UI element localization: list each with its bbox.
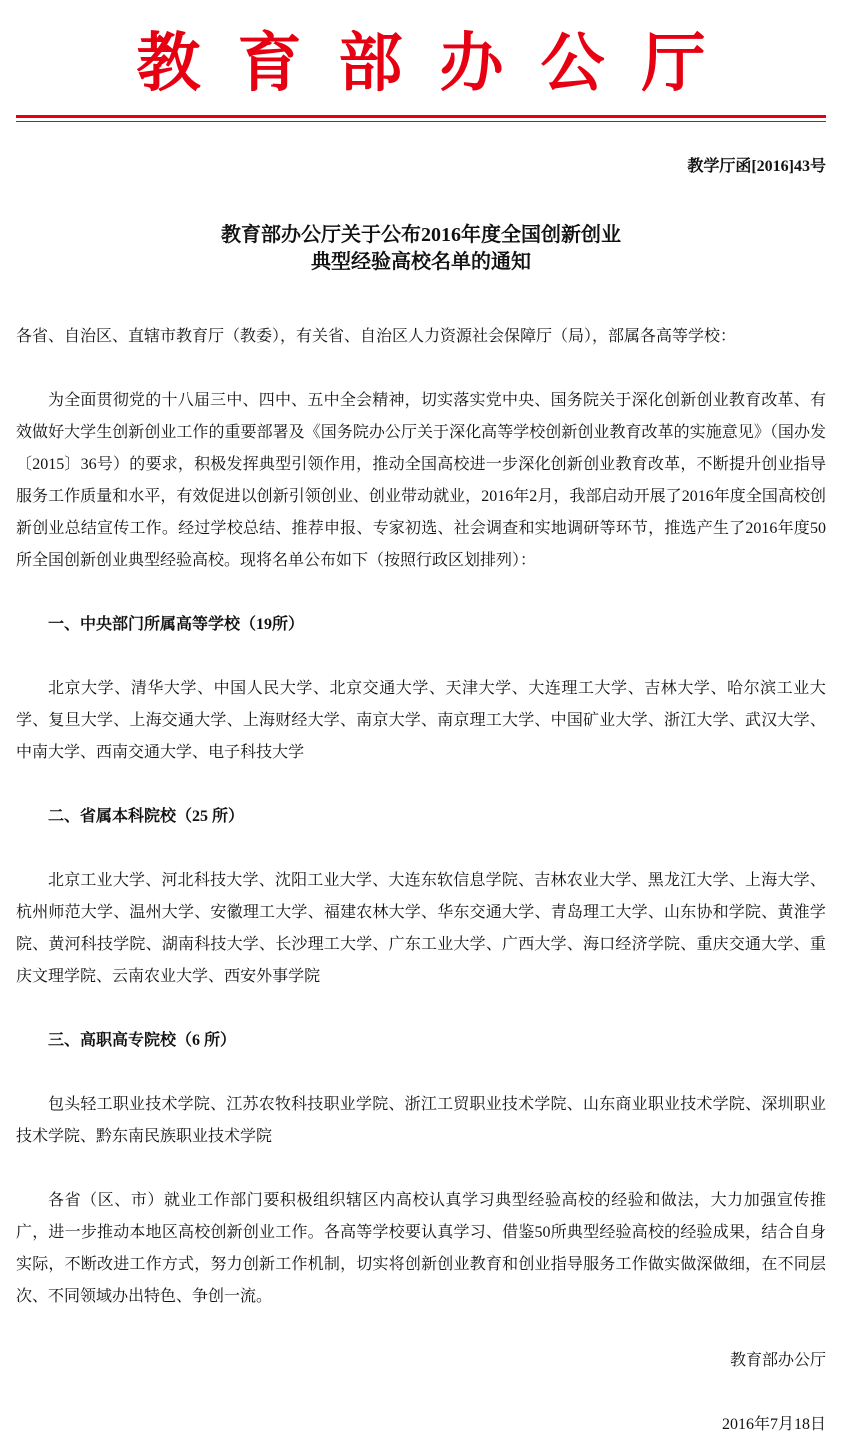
issuer-letterhead: 教育部办公厅	[136, 26, 743, 101]
document-title-line: 典型经验高校名单的通知	[311, 251, 531, 273]
school-name: 清华大学	[130, 680, 198, 697]
school-name: 河北科技大学	[161, 872, 259, 889]
school-name: 长沙理工大学	[275, 936, 373, 953]
school-name: 西安外事学院	[224, 968, 321, 985]
school-name: 北京交通大学	[329, 680, 429, 697]
school-name: 大连理工大学	[528, 680, 628, 697]
school-name: 温州大学	[129, 904, 195, 921]
section-heading-vocational-colleges: 三、高职高专院校（6 所）	[48, 1032, 237, 1049]
school-name: 华东交通大学	[437, 904, 535, 921]
list-separator: 、	[631, 872, 648, 889]
issue-date: 2016年7月18日	[721, 1416, 826, 1433]
list-separator: 、	[307, 904, 324, 921]
school-list-vocational-colleges	[16, 1089, 826, 1153]
school-name: 天津大学	[445, 680, 512, 697]
list-separator: 、	[566, 936, 584, 953]
school-name: 山东商业职业技术学院	[582, 1096, 746, 1113]
school-name: 南京理工大学	[437, 712, 535, 729]
red-header-rule-thick	[16, 115, 826, 118]
official-notice-document	[16, 0, 826, 1451]
school-name: 黄河科技学院	[48, 936, 146, 953]
school-name: 青岛理工大学	[550, 904, 648, 921]
list-separator: 、	[728, 872, 746, 889]
list-separator: 、	[145, 872, 162, 889]
red-header-rule-thin	[16, 121, 826, 122]
section-heading-central-universities: 一、中央部门所属高等学校（19所）	[48, 616, 305, 633]
list-separator: 、	[421, 712, 438, 729]
list-separator: 、	[114, 680, 131, 697]
list-separator: 、	[80, 1128, 97, 1145]
list-separator: 、	[534, 712, 551, 729]
document-number: 教学厅函[2016]43号	[687, 158, 826, 175]
document-title	[16, 222, 826, 276]
list-separator: 、	[761, 904, 778, 921]
school-name: 广西大学	[502, 936, 567, 953]
list-separator: 、	[647, 904, 665, 921]
school-name: 浙江工贸职业技术学院	[404, 1096, 567, 1113]
school-name: 黄淮学院	[16, 904, 826, 953]
list-separator: 、	[145, 936, 162, 953]
list-separator: 、	[208, 968, 225, 985]
school-name: 西南交通大学	[96, 744, 193, 761]
school-list-provincial-universities	[16, 865, 826, 993]
school-name: 湖南科技大学	[161, 936, 260, 953]
school-name: 山东协和学院	[664, 904, 762, 921]
school-name: 武汉大学	[745, 712, 810, 729]
school-name: 重庆交通大学	[696, 936, 794, 953]
school-name: 包头轻工职业技术学院	[48, 1096, 211, 1113]
school-name: 哈尔滨工业大学	[16, 680, 826, 729]
school-name: 北京大学	[48, 680, 115, 697]
list-separator: 、	[566, 1096, 583, 1113]
list-separator: 、	[113, 712, 130, 729]
list-separator: 、	[809, 872, 826, 889]
school-name: 江苏农牧科技职业学院	[226, 1096, 389, 1113]
school-name: 黔东南民族职业技术学院	[96, 1128, 273, 1145]
document-title-line: 教育部办公厅关于公布2016年度全国创新创业	[221, 224, 621, 246]
list-separator: 、	[534, 904, 551, 921]
list-separator: 、	[627, 680, 645, 697]
list-separator: 、	[421, 904, 438, 921]
list-separator: 、	[372, 872, 389, 889]
list-separator: 、	[728, 712, 746, 729]
school-name: 重庆文理学院	[16, 936, 826, 985]
list-separator: 、	[197, 680, 214, 697]
school-list-central-universities	[16, 673, 826, 769]
list-separator: 、	[340, 712, 357, 729]
list-separator: 、	[258, 872, 275, 889]
school-name: 中国矿业大学	[550, 712, 648, 729]
school-name: 福建农林大学	[323, 904, 422, 921]
list-separator: 、	[313, 680, 330, 697]
school-name: 中国人民大学	[213, 680, 313, 697]
school-name: 黑龙江大学	[647, 872, 729, 889]
list-separator: 、	[32, 936, 49, 953]
list-separator: 、	[388, 1096, 405, 1113]
list-separator: 、	[428, 680, 446, 697]
list-separator: 、	[259, 936, 276, 953]
school-name: 上海财经大学	[242, 712, 341, 729]
school-name: 吉林农业大学	[534, 872, 632, 889]
list-separator: 、	[809, 712, 826, 729]
school-name: 杭州师范大学	[16, 904, 114, 921]
list-separator: 、	[32, 712, 49, 729]
school-name: 上海大学	[745, 872, 810, 889]
list-separator: 、	[96, 968, 113, 985]
list-separator: 、	[485, 936, 503, 953]
list-separator: 、	[511, 680, 529, 697]
school-name: 中南大学	[16, 744, 81, 761]
school-name: 大连东软信息学院	[388, 872, 519, 889]
school-name: 海口经济学院	[583, 936, 681, 953]
list-separator: 、	[192, 744, 209, 761]
list-separator: 、	[745, 1096, 762, 1113]
list-separator: 、	[647, 712, 665, 729]
list-separator: 、	[210, 1096, 227, 1113]
school-name: 吉林大学	[644, 680, 711, 697]
school-name: 电子科技大学	[208, 744, 305, 761]
list-separator: 、	[680, 936, 697, 953]
list-separator: 、	[372, 936, 389, 953]
list-separator: 、	[226, 712, 243, 729]
section-heading-provincial-universities: 二、省属本科院校（25 所）	[48, 808, 245, 825]
list-separator: 、	[194, 904, 211, 921]
school-name: 云南农业大学	[112, 968, 209, 985]
school-name: 北京工业大学	[48, 872, 146, 889]
salutation: 各省、自治区、直辖市教育厅（教委），有关省、自治区人力资源社会保障厅（局），部属各高等学校：	[16, 328, 737, 345]
list-separator: 、	[710, 680, 728, 697]
school-name: 上海交通大学	[129, 712, 227, 729]
intro-paragraph: 为全面贯彻党的十八届三中、四中、五中全会精神，切实落实党中央、国务院关于深化创新创业教育改革、有效做好大学生创新创业工作的重要部署及《国务院办公厅关于深化高等学校创新创业教育改革的实施意见》（国办发〔2015〕36号）的要求，积极发挥典型引领作用，推动全国高校进一步深化创新创业教育改革，不断提升创业指导服务工作质量和水平，有效促进以创新引领创业、创业带动就业，2016年2月，我部启动开展了2016年度全国高校创新创业总结宣传工作。经过学校总结、推荐申报、专家初选、社会调查和实地调研等环节，推选产生了2016年度50所全国创新创业典型经验高校。现将名单公布如下（按照行政区划排列）：	[16, 392, 826, 569]
list-separator: 、	[80, 744, 97, 761]
school-name: 沈阳工业大学	[274, 872, 373, 889]
closing-paragraph: 各省（区、市）就业工作部门要积极组织辖区内高校认真学习典型经验高校的经验和做法，大力加强宣传推广，进一步推动本地区高校创新创业工作。各高等学校要认真学习、借鉴50所典型经验高校的经验成果，结合自身实际，不断改进工作方式，努力创新工作机制，切实将创新创业教育和创业指导服务工作做实做深做细，在不同层次、不同领域办出特色、争创一流。	[16, 1192, 826, 1305]
list-separator: 、	[518, 872, 535, 889]
list-separator: 、	[113, 904, 130, 921]
school-name: 安徽理工大学	[210, 904, 308, 921]
list-separator: 、	[793, 936, 810, 953]
issuer-signature: 教育部办公厅	[729, 1352, 826, 1369]
school-name: 深圳职业技术学院	[16, 1096, 826, 1145]
school-name: 广东工业大学	[388, 936, 486, 953]
school-name: 浙江大学	[664, 712, 729, 729]
school-name: 南京大学	[356, 712, 422, 729]
school-name: 复旦大学	[48, 712, 114, 729]
